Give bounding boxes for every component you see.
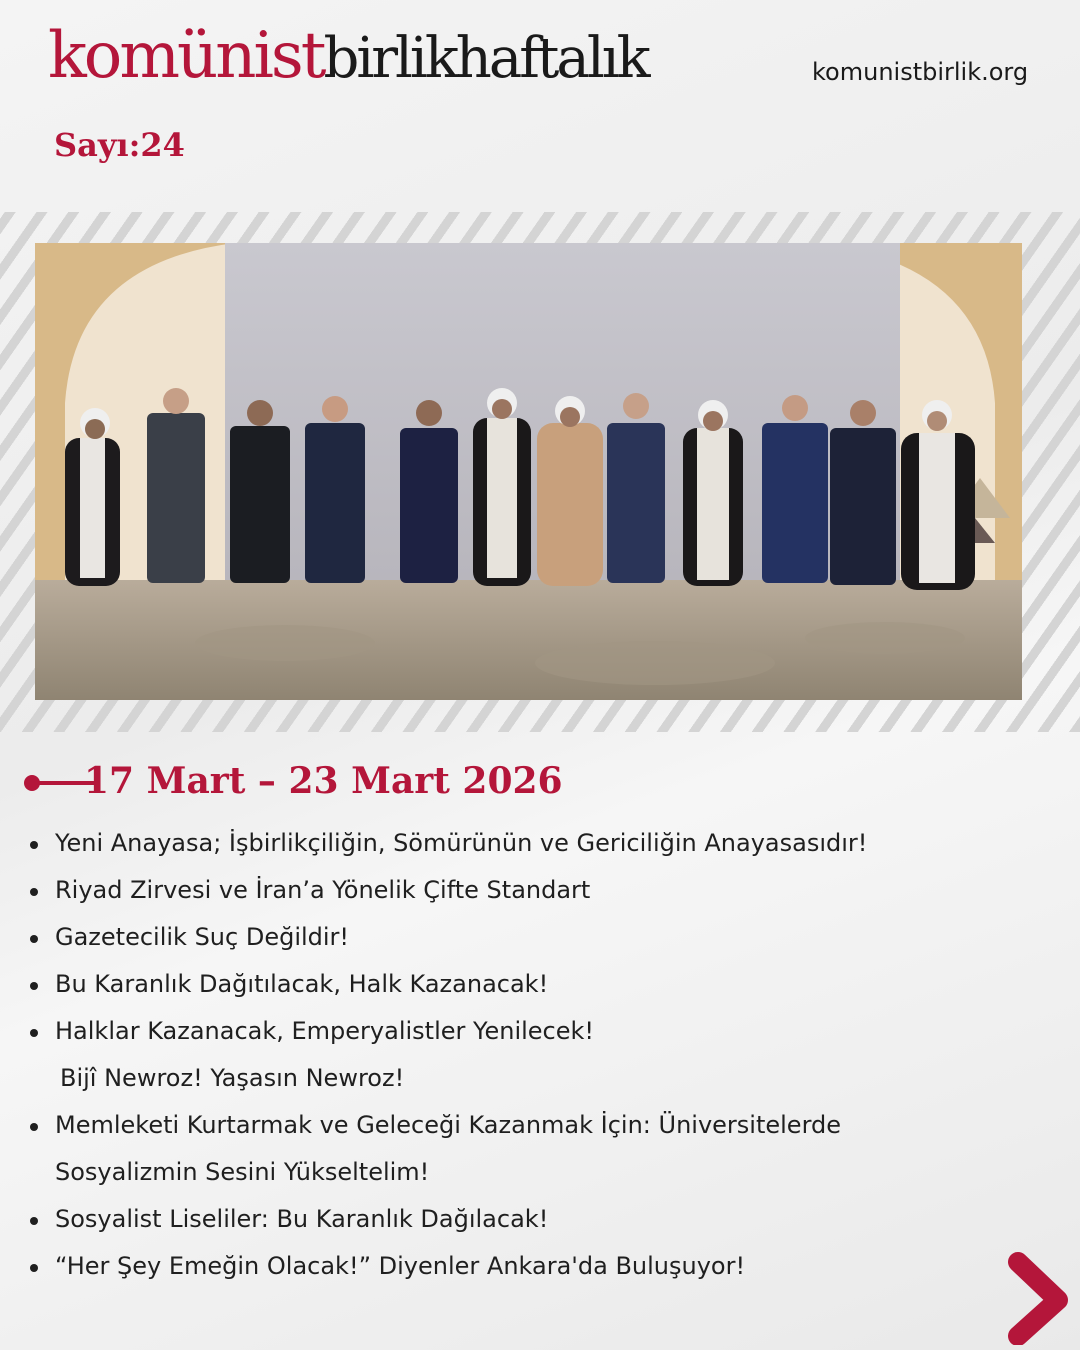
headline-text: Yeni Anayasa; İşbirlikçiliğin, Sömürünün ve Gericiliğin Anayasasıdır! [55,829,868,857]
headline-text: Gazetecilik Suç Değildir! [55,923,350,951]
headline-item [30,914,990,961]
headline-item [30,1243,990,1290]
headline-continuation [30,1055,990,1102]
headline-continuation [30,1149,990,1196]
brand-haftalik: haftalık [455,26,648,91]
headline-text: “Her Şey Emeğin Olacak!” Diyenler Ankara'da Buluşuyor! [55,1252,746,1280]
headline-item [30,1196,990,1243]
masthead [48,6,648,106]
headline-text: Sosyalizmin Sesini Yükseltelim! [55,1158,430,1186]
brand-birlik: birlik [323,26,456,91]
issue-number: Sayı:24 [54,126,185,164]
headline-text: Sosyalist Liseliler: Bu Karanlık Dağılacak! [55,1205,549,1233]
headline-text: Memleketi Kurtarmak ve Geleceği Kazanmak İçin: Üniversitelerde [55,1111,842,1139]
headline-item [30,961,990,1008]
headline-list [30,820,990,1290]
headline-item [30,867,990,914]
chevron-right-icon [1002,1250,1072,1345]
photo-illustration [35,243,1022,700]
next-page-button[interactable] [1002,1250,1072,1345]
group-photo [35,243,1022,700]
headline-text: Halklar Kazanacak, Emperyalistler Yenilecek! [55,1017,595,1045]
date-range: 17 Mart – 23 Mart 2026 [84,760,563,802]
headline-text: Bu Karanlık Dağıtılacak, Halk Kazanacak! [55,970,549,998]
website-link[interactable]: komunistbirlik.org [812,58,1029,86]
headline-item [30,820,990,867]
headline-item [30,1008,990,1055]
headline-text: Bijî Newroz! Yaşasın Newroz! [60,1064,405,1092]
brand-komunist: komünist [48,19,324,93]
headline-text: Riyad Zirvesi ve İran’a Yönelik Çifte Standart [55,876,591,904]
headline-item [30,1102,990,1149]
